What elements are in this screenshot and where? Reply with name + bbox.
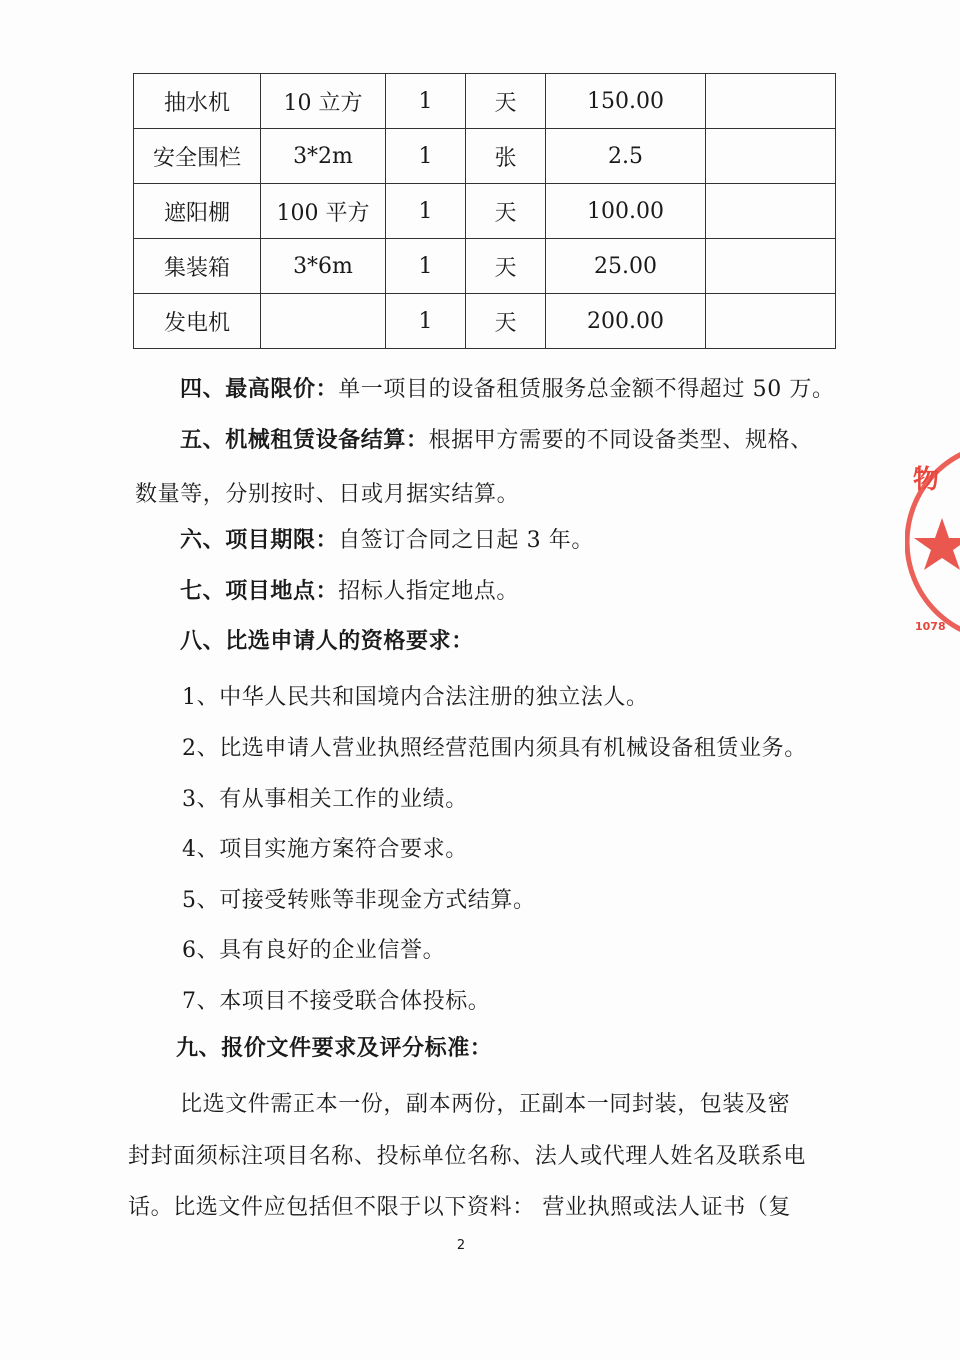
equipment-qty: 1	[386, 239, 466, 294]
table-row	[134, 74, 836, 129]
qualification-item: 6、具有良好的企业信誉。	[182, 938, 446, 963]
equipment-spec: 3*6m	[261, 239, 386, 294]
section-7	[180, 578, 519, 605]
seal-text-top: 物	[913, 465, 940, 495]
section-9-heading: 九、报价文件要求及评分标准：	[176, 1035, 493, 1061]
equipment-table-body	[134, 74, 836, 349]
equipment-spec	[261, 294, 386, 349]
page-number: 2	[456, 1238, 466, 1253]
section-5	[180, 427, 813, 454]
section-7-body: 招标人指定地点。	[338, 579, 520, 604]
section-9-line: 比选文件需正本一份，副本两份，正副本一同封装，包装及密	[180, 1092, 791, 1117]
section-6	[180, 527, 594, 554]
qualification-item: 3、有从事相关工作的业绩。	[182, 787, 468, 812]
equipment-qty: 1	[386, 294, 466, 349]
section-8-heading: 八、比选申请人的资格要求：	[180, 628, 474, 654]
section-7-heading: 七、项目地点：	[180, 578, 339, 604]
equipment-qty: 1	[386, 184, 466, 239]
qualification-item: 1、中华人民共和国境内合法注册的独立法人。	[182, 685, 649, 710]
equipment-table	[133, 73, 836, 349]
section-9-line: 话。比选文件应包括但不限于以下资料： 营业执照或法人证书（复	[128, 1195, 791, 1220]
equipment-note	[706, 239, 836, 294]
equipment-name: 遮阳棚	[134, 184, 261, 239]
qualification-item: 7、本项目不接受联合体投标。	[182, 989, 491, 1014]
table-row	[134, 239, 836, 294]
equipment-qty: 1	[386, 129, 466, 184]
table-row	[134, 129, 836, 184]
section-4-body: 单一项目的设备租赁服务总金额不得超过 50 万。	[338, 377, 835, 402]
section-5-heading: 五、机械租赁设备结算：	[180, 427, 429, 453]
equipment-qty: 1	[386, 74, 466, 129]
equipment-price: 150.00	[546, 74, 706, 129]
equipment-note	[706, 294, 836, 349]
section-4	[180, 376, 835, 403]
section-9-line: 封封面须标注项目名称、投标单位名称、法人或代理人姓名及联系电	[128, 1144, 807, 1169]
section-4-heading: 四、最高限价：	[180, 376, 339, 402]
equipment-unit: 张	[466, 129, 546, 184]
equipment-note	[706, 129, 836, 184]
section-6-heading: 六、项目期限：	[180, 527, 339, 553]
equipment-note	[706, 184, 836, 239]
equipment-name: 集装箱	[134, 239, 261, 294]
table-row	[134, 184, 836, 239]
equipment-unit: 天	[466, 239, 546, 294]
equipment-price: 100.00	[546, 184, 706, 239]
seal-text-bottom: 1078	[915, 620, 946, 633]
equipment-unit: 天	[466, 184, 546, 239]
qualification-item: 2、比选申请人营业执照经营范围内须具有机械设备租赁业务。	[182, 736, 807, 761]
equipment-price: 200.00	[546, 294, 706, 349]
section-5-body-line-1: 根据甲方需要的不同设备类型、规格、	[428, 428, 813, 453]
qualification-item: 5、可接受转账等非现金方式结算。	[182, 888, 536, 913]
section-6-body: 自签订合同之日起 3 年。	[338, 528, 594, 553]
qualification-item: 4、项目实施方案符合要求。	[182, 837, 468, 862]
red-star-seal-icon	[905, 430, 960, 655]
equipment-name: 抽水机	[134, 74, 261, 129]
equipment-spec: 3*2m	[261, 129, 386, 184]
equipment-price: 25.00	[546, 239, 706, 294]
equipment-spec: 10 立方	[261, 74, 386, 129]
equipment-unit: 天	[466, 74, 546, 129]
equipment-name: 安全围栏	[134, 129, 261, 184]
section-5-body-line-2: 数量等，分别按时、日或月据实结算。	[135, 482, 520, 507]
equipment-spec: 100 平方	[261, 184, 386, 239]
equipment-name: 发电机	[134, 294, 261, 349]
table-row	[134, 294, 836, 349]
equipment-unit: 天	[466, 294, 546, 349]
equipment-price: 2.5	[546, 129, 706, 184]
equipment-note	[706, 74, 836, 129]
